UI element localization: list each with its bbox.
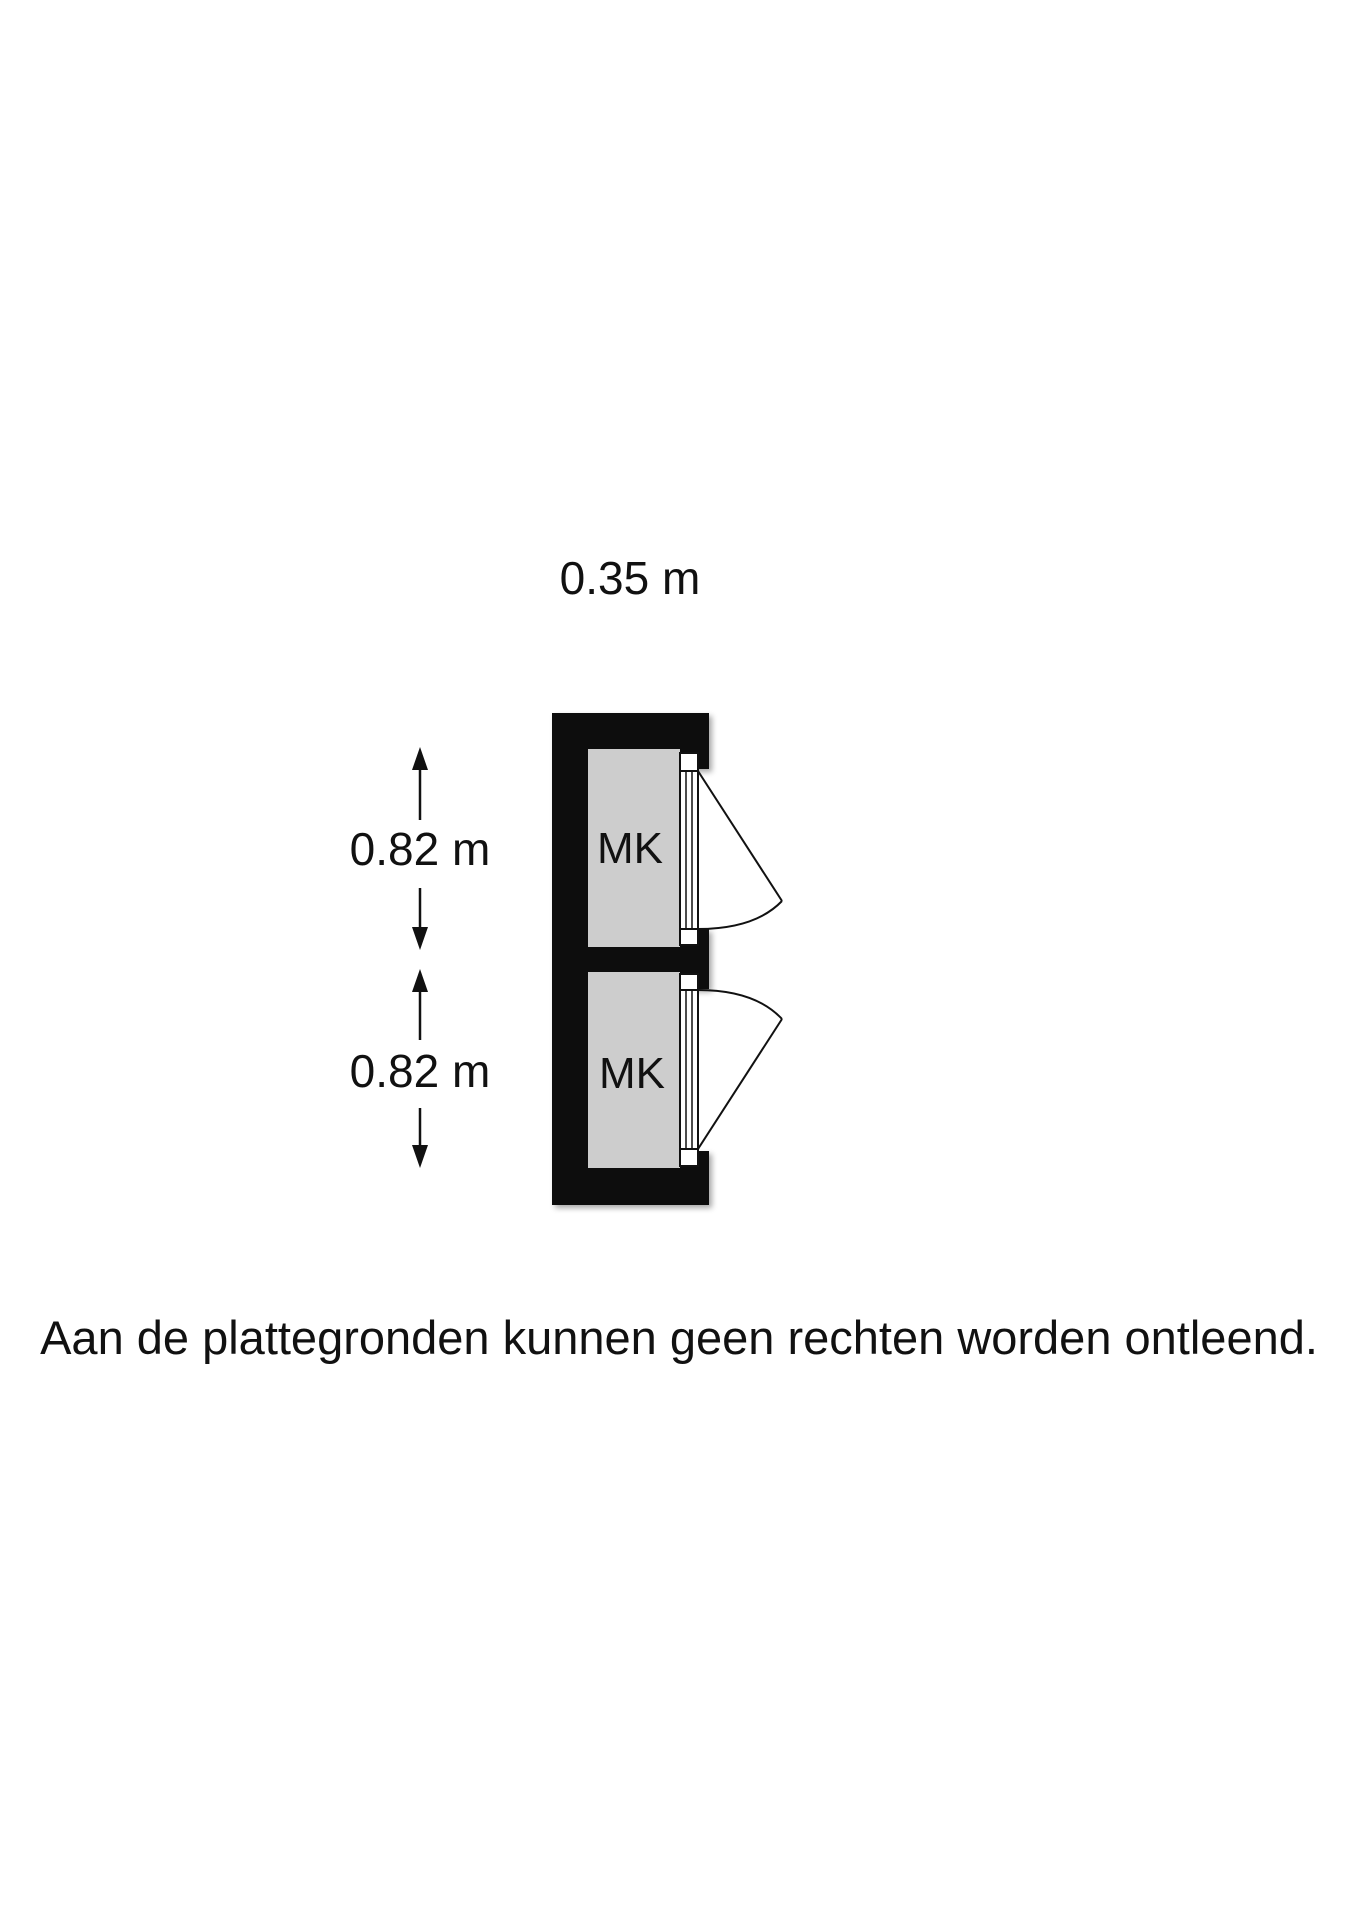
disclaimer-text: Aan de plattegronden kunnen geen rechten worden ontleend. bbox=[40, 1311, 1318, 1364]
width-dimension-label: 0.35 m bbox=[559, 552, 701, 604]
door-1 bbox=[680, 753, 782, 945]
wall-bottom bbox=[552, 1168, 709, 1205]
room-1-label: MK bbox=[597, 824, 663, 873]
wall-middle bbox=[552, 947, 709, 972]
room-2-label: MK bbox=[599, 1049, 665, 1098]
room-1-height-label: 0.82 m bbox=[349, 823, 491, 875]
room-2-height-label: 0.82 m bbox=[349, 1045, 491, 1097]
wall-top bbox=[552, 713, 709, 749]
door-2 bbox=[680, 974, 782, 1166]
